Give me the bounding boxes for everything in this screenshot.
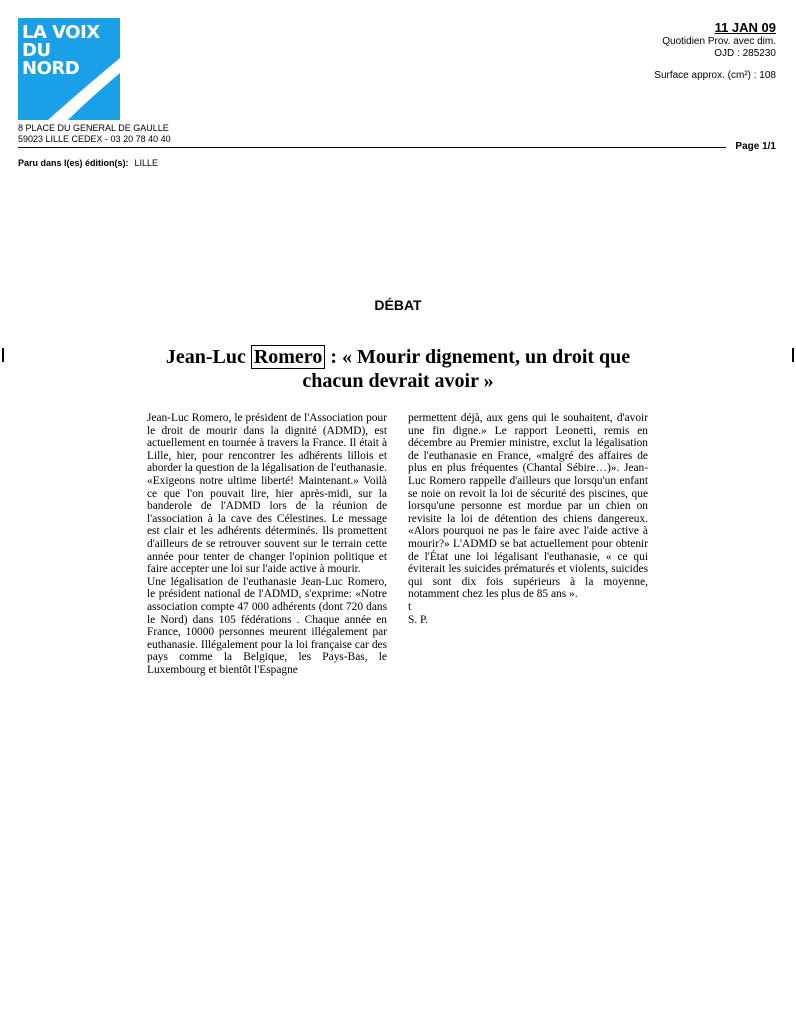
surface-info: Surface approx. (cm²) : 108 [654,70,776,81]
address-line-2: 59023 LILLE CEDEX - 03 20 78 40 40 [18,134,171,144]
title-highlight: Romero [251,345,326,369]
publication-date: 11 JAN 09 [714,20,776,35]
address-line-1: 8 PLACE DU GENERAL DE GAULLE [18,123,169,133]
article-title [140,345,656,393]
newspaper-logo [18,18,120,120]
left-margin-mark [2,348,4,362]
edition-value: LILLE [134,158,159,168]
title-part-2: : « Mourir dignement, un droit que chacun devrait avoir » [302,346,631,392]
header-info [654,22,776,82]
page-number: Page 1/1 [735,141,776,152]
paragraph: Jean-Luc Romero, le président de l'Association pour le droit de mourir dans la dignité (ADMD), est actuellement en tournée à travers la France. Il était à Lille, hier, pour rencontrer les adhérents lillois et aborder la question de la légalisation de l'euthanasie. «Exigeons notre ultime liberté! Maintenant.» Voilà ce que l'on pouvait lire, hier après-midi, sur la banderole de l'ADMD lors de la réunion de l'association à la cave des Célestines. Le message est clair et les adhérents déterminés. Ils promettent d'ailleurs de se retrouver souvent sur le terrain cette année pour tenter de changer l'opinion politique et faire accepter une loi sur l'aide active à mourir. [147,412,387,576]
article-column-2 [408,412,648,626]
article-signature: S. P. [408,613,428,626]
article-rubric: DÉBAT [374,297,422,313]
paragraph: permettent déjà, aux gens qui le souhaitent, d'avoir une fin digne.» Le rapport Leonetti, remis en décembre au Premier ministre, exclut la légalisation de l'euthanasie en France, «malgré des affaires de plus en plus fréquentes (Chantal Sébire…)». Jean-Luc Romero rappelle d'ailleurs que lorsqu'un enfant se noie on revoit la loi de sécurité des piscines, que lorsqu'une personne est mordue par un chien on revisite la loi de détention des chiens dangereux. «Alors pourquoi ne pas le faire avec l'aide active à mourir?» L'ADMD se bat actuellement pour obtenir de l'État une loi légalisant l'euthanasie, « ce qui éviterait les suicides prématurés et violents, suicides qui sont dix fois supérieurs à la moyenne, notamment chez les plus de 85 ans ». [408,412,648,601]
logo-line-2: DU [22,40,51,61]
ojd-count: OJD : 285230 [714,48,776,59]
title-part-1: Jean-Luc [165,346,251,368]
edition-label: Paru dans l(es) édition(s): [18,158,129,168]
edition-info [18,158,158,168]
paragraph: Une légalisation de l'euthanasie Jean-Luc Romero, le président national de l'ADMD, s'exprime: «Notre association compte 47 000 adhérents (dont 720 dans le Nord) dans 105 fédérations . Chaque année en France, 10000 personnes meurent illégalement par euthanasie. Illégalement pour la loi française car des pays comme la Belgique, les Pays-Bas, le Luxembourg et bientôt l'Espagne [147,575,387,676]
paragraph: t [408,600,412,613]
publisher-address [18,123,171,145]
logo-line-3: NORD [22,58,80,79]
logo-line-1: LA VOIX [22,22,100,43]
right-margin-mark [792,348,794,362]
article-column-1 [147,412,387,676]
periodicity: Quotidien Prov. avec dim. [662,36,776,47]
header-divider [18,147,726,148]
